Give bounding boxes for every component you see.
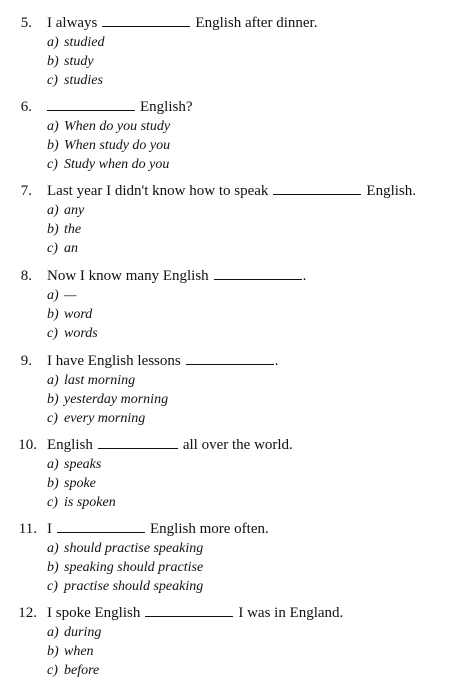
option-letter: c) xyxy=(47,411,58,426)
option-text: any xyxy=(64,203,85,218)
answer-blank[interactable] xyxy=(214,266,302,280)
option-letter: a) xyxy=(47,625,59,640)
answer-option[interactable] xyxy=(47,455,116,474)
question-text-after: English? xyxy=(140,99,193,115)
question-text-after: . xyxy=(274,353,279,369)
answer-blank[interactable] xyxy=(98,435,178,449)
option-letter: b) xyxy=(47,560,59,575)
option-text: should practise speaking xyxy=(64,541,204,556)
question-number: 5. xyxy=(20,15,32,31)
answer-blank[interactable] xyxy=(47,97,135,111)
answer-option[interactable] xyxy=(47,661,101,680)
question-number: 11. xyxy=(18,521,37,537)
question-line xyxy=(0,181,462,201)
option-text: When do you study xyxy=(64,119,171,134)
question-line xyxy=(0,603,462,623)
option-text: before xyxy=(64,663,100,678)
option-text: is spoken xyxy=(64,495,116,510)
question-line xyxy=(0,97,462,117)
question-line xyxy=(0,266,462,286)
option-letter: c) xyxy=(47,579,58,594)
option-letter: b) xyxy=(47,138,59,153)
question-text xyxy=(47,519,269,539)
question-text xyxy=(47,603,343,623)
answer-options xyxy=(47,455,116,512)
answer-options xyxy=(47,539,203,596)
option-text: word xyxy=(64,307,93,322)
option-text: Study when do you xyxy=(64,157,170,172)
answer-option[interactable] xyxy=(47,324,98,343)
option-text: studied xyxy=(64,35,105,50)
option-text: during xyxy=(64,625,102,640)
question-number: 12. xyxy=(18,605,37,621)
answer-options xyxy=(47,623,101,680)
option-text: last morning xyxy=(64,373,136,388)
question-text-before: I xyxy=(47,521,52,537)
option-letter: b) xyxy=(47,476,59,491)
option-text: when xyxy=(64,644,94,659)
answer-option[interactable] xyxy=(47,33,104,52)
answer-blank[interactable] xyxy=(102,13,190,27)
answer-blank[interactable] xyxy=(273,181,361,195)
answer-option[interactable] xyxy=(47,239,84,258)
option-letter: a) xyxy=(47,119,59,134)
question-line xyxy=(0,519,462,539)
option-letter: b) xyxy=(47,222,59,237)
question-number: 9. xyxy=(20,353,32,369)
answer-options xyxy=(47,117,170,174)
answer-option[interactable] xyxy=(47,220,84,239)
option-letter: a) xyxy=(47,203,59,218)
question-text-before: English xyxy=(47,437,93,453)
answer-blank[interactable] xyxy=(57,519,145,533)
answer-option[interactable] xyxy=(47,286,98,305)
option-letter: b) xyxy=(47,644,59,659)
question-text-after: English. xyxy=(366,183,416,199)
option-letter: b) xyxy=(47,392,59,407)
answer-option[interactable] xyxy=(47,71,104,90)
question-text xyxy=(47,351,278,371)
option-text: the xyxy=(64,222,82,237)
answer-option[interactable] xyxy=(47,623,101,642)
answer-option[interactable] xyxy=(47,155,170,174)
option-letter: c) xyxy=(47,326,58,341)
option-letter: c) xyxy=(47,663,58,678)
question-text-after: . xyxy=(302,268,307,284)
question-number: 6. xyxy=(20,99,32,115)
option-text: When study do you xyxy=(64,138,171,153)
question-text-before: I spoke English xyxy=(47,605,141,621)
option-text: spoke xyxy=(64,476,96,491)
option-text: studies xyxy=(64,73,103,88)
question-number: 8. xyxy=(20,268,32,284)
answer-option[interactable] xyxy=(47,136,170,155)
question-text-before: Now I know many English xyxy=(47,268,209,284)
answer-options xyxy=(47,33,104,90)
option-letter: a) xyxy=(47,288,59,303)
option-letter: b) xyxy=(47,54,59,69)
question-number: 10. xyxy=(18,437,37,453)
answer-option[interactable] xyxy=(47,474,116,493)
option-letter: c) xyxy=(47,495,58,510)
question-line xyxy=(0,351,462,371)
question-text-before: I have English lessons xyxy=(47,353,181,369)
option-letter: a) xyxy=(47,541,59,556)
answer-options xyxy=(47,286,98,343)
answer-option[interactable] xyxy=(47,305,98,324)
option-text: words xyxy=(64,326,98,341)
option-letter: c) xyxy=(47,157,58,172)
question-line xyxy=(0,435,462,455)
question-text-after: I was in England. xyxy=(238,605,344,621)
question-text-after: English after dinner. xyxy=(195,15,318,31)
answer-option[interactable] xyxy=(47,558,203,577)
answer-blank[interactable] xyxy=(145,603,233,617)
option-text: speaking should practise xyxy=(64,560,204,575)
question-text xyxy=(47,266,306,286)
option-letter: c) xyxy=(47,241,58,256)
question-line xyxy=(0,13,462,33)
option-letter: a) xyxy=(47,457,59,472)
question-text-before: Last year I didn't know how to speak xyxy=(47,183,269,199)
question-number: 7. xyxy=(20,183,32,199)
option-text: yesterday morning xyxy=(64,392,169,407)
answer-option[interactable] xyxy=(47,493,116,512)
answer-option[interactable] xyxy=(47,390,168,409)
option-text: practise should speaking xyxy=(64,579,204,594)
option-text: an xyxy=(64,241,78,256)
answer-option[interactable] xyxy=(47,371,168,390)
answer-option[interactable] xyxy=(47,52,104,71)
question-text-after: all over the world. xyxy=(182,437,293,453)
option-letter: a) xyxy=(47,35,59,50)
option-letter: a) xyxy=(47,373,59,388)
question-text-before: I always xyxy=(47,15,98,31)
answer-option[interactable] xyxy=(47,642,101,661)
answer-option[interactable] xyxy=(47,409,168,428)
question-text-after: English more often. xyxy=(150,521,269,537)
option-text: — xyxy=(64,288,77,303)
option-text: every morning xyxy=(64,411,146,426)
answer-option[interactable] xyxy=(47,539,203,558)
answer-options xyxy=(47,371,168,428)
question-text xyxy=(47,13,317,33)
answer-option[interactable] xyxy=(47,577,203,596)
option-text: speaks xyxy=(64,457,102,472)
question-text xyxy=(47,181,416,201)
answer-option[interactable] xyxy=(47,201,84,220)
option-letter: b) xyxy=(47,307,59,322)
option-letter: c) xyxy=(47,73,58,88)
question-text xyxy=(47,435,293,455)
answer-blank[interactable] xyxy=(186,351,274,365)
option-text: study xyxy=(64,54,94,69)
answer-options xyxy=(47,201,84,258)
answer-option[interactable] xyxy=(47,117,170,136)
question-text xyxy=(47,97,193,117)
